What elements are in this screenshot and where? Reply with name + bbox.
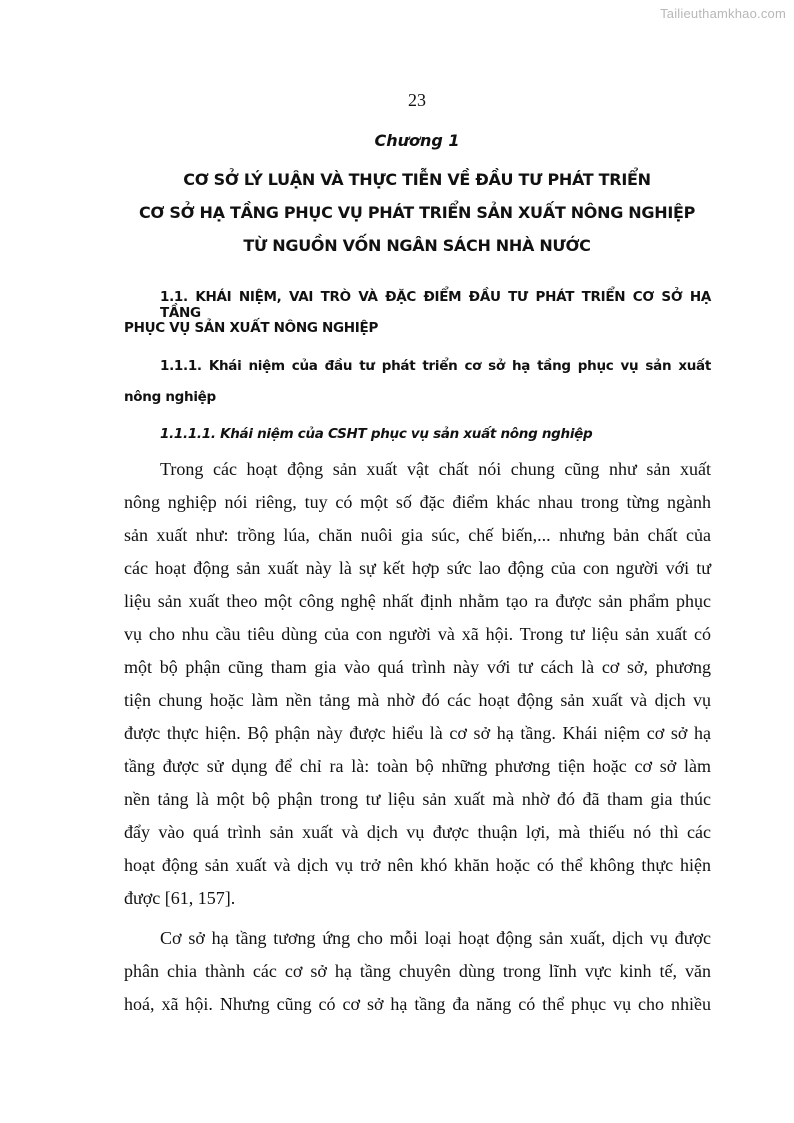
paragraph-line: Trong các hoạt động sản xuất vật chất nói chung cũng như sản xuất bbox=[160, 459, 711, 479]
chapter-title-line-1: CƠ SỞ LÝ LUẬN VÀ THỰC TIỄN VỀ ĐẦU TƯ PHÁT TRIỂN bbox=[183, 170, 651, 189]
paragraph-line: tiện chung hoặc làm nền tảng mà nhờ đó các hoạt động sản xuất và dịch vụ bbox=[124, 690, 711, 710]
paragraph-line: được thực hiện. Bộ phận này được hiểu là cơ sở hạ tầng. Khái niệm cơ sở hạ bbox=[124, 723, 711, 743]
paragraph-line: hoạt động sản xuất và dịch vụ trở nên khó khăn hoặc có thể không thực hiện bbox=[124, 855, 711, 875]
chapter-title-line-3: TỪ NGUỒN VỐN NGÂN SÁCH NHÀ NƯỚC bbox=[243, 236, 591, 255]
paragraph-line: đẩy vào quá trình sản xuất và dịch vụ được thuận lợi, mà thiếu nó thì các bbox=[124, 822, 711, 842]
paragraph-line: được [61, 157]. bbox=[124, 888, 236, 908]
paragraph-line: liệu sản xuất theo một công nghệ nhất định nhằm tạo ra được sản phẩm phục bbox=[124, 591, 711, 611]
section-heading-1-1-1: 1.1.1. Khái niệm của đầu tư phát triển cơ sở hạ tầng phục vụ sản xuất bbox=[160, 358, 711, 374]
paragraph-line: một bộ phận cũng tham gia vào quá trình này với tư cách là cơ sở, phương bbox=[124, 657, 711, 677]
paragraph-line: sản xuất như: trồng lúa, chăn nuôi gia súc, chế biến,... nhưng bản chất của bbox=[124, 525, 711, 545]
chapter-title-line-2: CƠ SỞ HẠ TẦNG PHỤC VỤ PHÁT TRIỂN SẢN XUẤT NÔNG NGHIỆP bbox=[138, 203, 696, 222]
section-heading-1-1-cont: PHỤC VỤ SẢN XUẤT NÔNG NGHIỆP bbox=[124, 320, 379, 336]
paragraph-line: các hoạt động sản xuất này là sự kết hợp sức lao động của con người với tư bbox=[124, 558, 711, 578]
page-number: 23 bbox=[408, 90, 426, 110]
paragraph-line: phân chia thành các cơ sở hạ tầng chuyên dùng trong lĩnh vực kinh tế, văn bbox=[124, 961, 711, 981]
watermark: Tailieuthamkhao.com bbox=[660, 6, 786, 21]
paragraph-line: hoá, xã hội. Nhưng cũng có cơ sở hạ tầng đa năng có thể phục vụ cho nhiều bbox=[124, 994, 711, 1014]
paragraph-line: nông nghiệp nói riêng, tuy có một số đặc điểm khác nhau trong từng ngành bbox=[124, 492, 711, 512]
paragraph-line: nền tảng là một bộ phận trong tư liệu sản xuất mà nhờ đó đã tham gia thúc bbox=[124, 789, 711, 809]
chapter-label: Chương 1 bbox=[374, 131, 460, 150]
paragraph-line: vụ cho nhu cầu tiêu dùng của con người và xã hội. Trong tư liệu sản xuất có bbox=[124, 624, 711, 644]
section-heading-1-1-1-cont: nông nghiệp bbox=[124, 389, 216, 405]
section-heading-1-1-1-1: 1.1.1.1. Khái niệm của CSHT phục vụ sản xuất nông nghiệp bbox=[160, 426, 593, 442]
paragraph-line: Cơ sở hạ tầng tương ứng cho mỗi loại hoạt động sản xuất, dịch vụ được bbox=[160, 928, 711, 948]
section-heading-1-1: 1.1. KHÁI NIỆM, VAI TRÒ VÀ ĐẶC ĐIỂM ĐẦU TƯ PHÁT TRIỂN CƠ SỞ HẠ TẦNG bbox=[160, 289, 711, 321]
paragraph-line: tầng được sử dụng để chỉ ra là: toàn bộ những phương tiện hoặc cơ sở làm bbox=[124, 756, 711, 776]
